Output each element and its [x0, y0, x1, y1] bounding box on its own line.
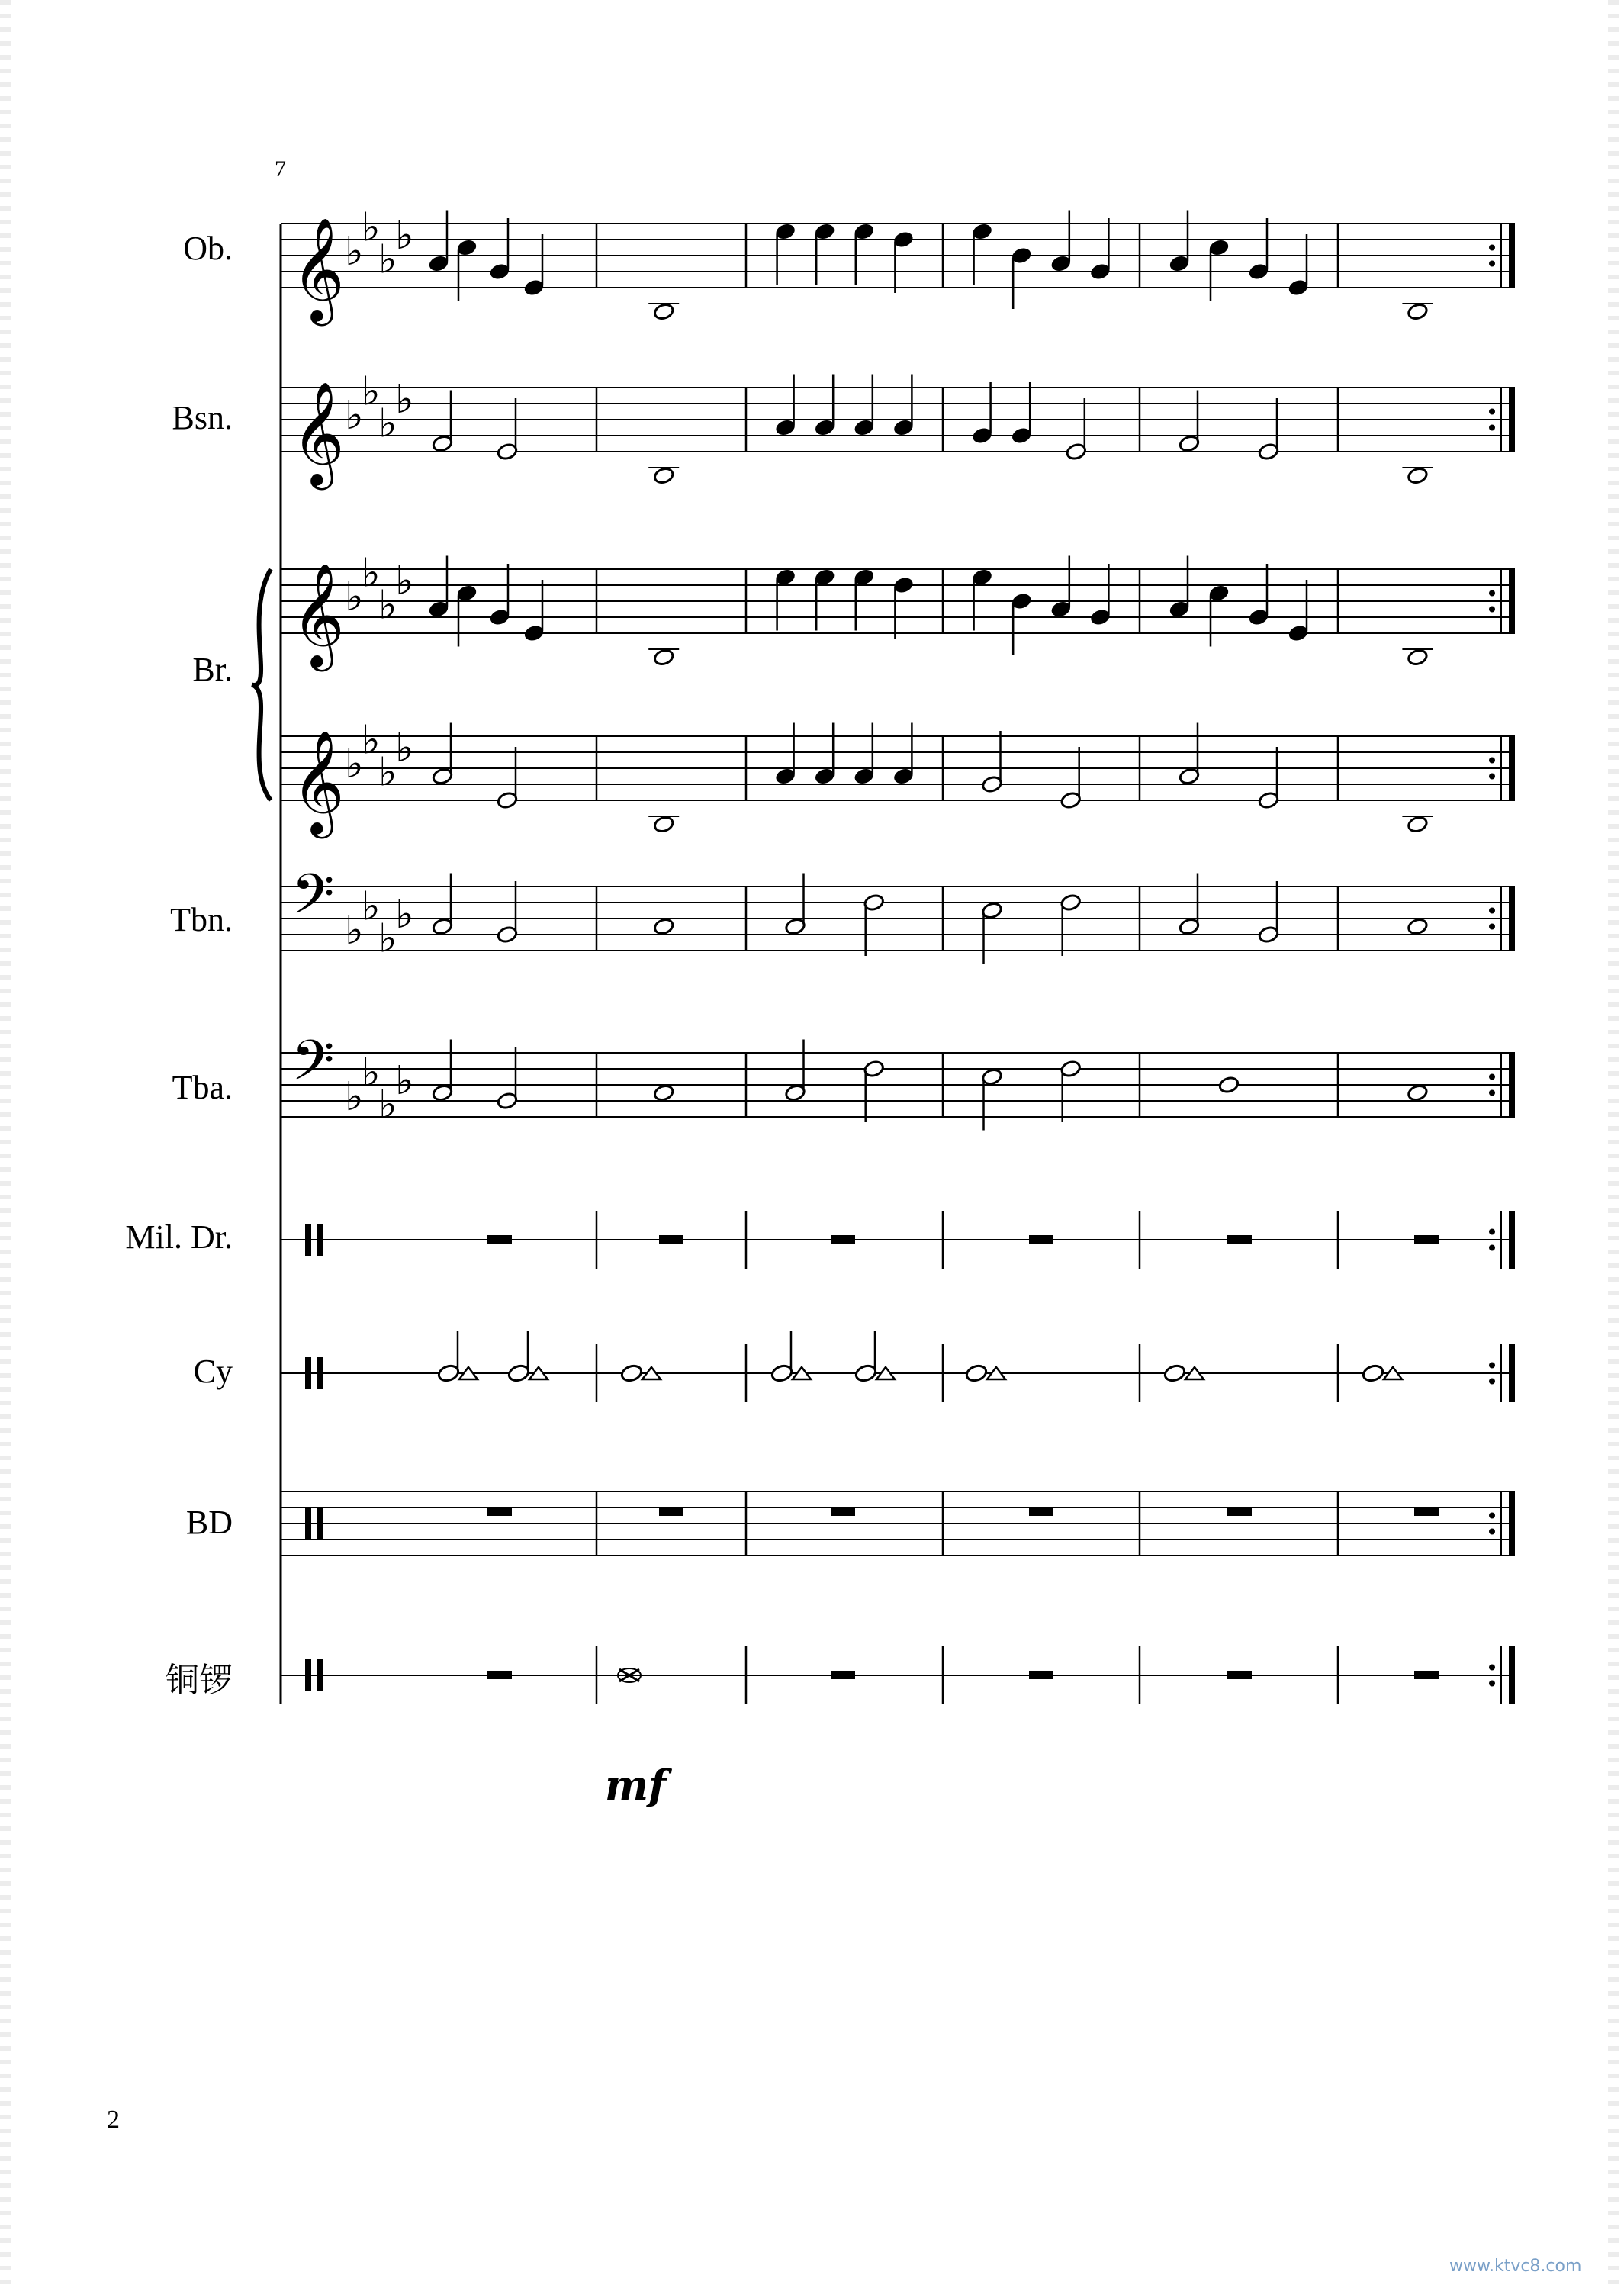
notehead	[1407, 1083, 1428, 1102]
notehead	[653, 466, 674, 484]
treble-clef-icon: 𝄞	[291, 380, 345, 485]
flat-icon: ♭	[395, 892, 414, 938]
flat-icon: ♭	[345, 229, 364, 275]
flat-icon: ♭	[345, 393, 364, 439]
repeat-dot	[1489, 590, 1495, 597]
dynamic-marking: mf	[605, 1761, 667, 1810]
notehead	[1407, 302, 1428, 320]
repeat-dot	[1489, 261, 1495, 267]
notehead	[653, 648, 674, 666]
repeat-dot	[1489, 1363, 1495, 1369]
flat-icon: ♭	[378, 401, 397, 447]
whole-rest-icon	[659, 1235, 683, 1244]
flat-icon: ♭	[395, 377, 414, 423]
flat-icon: ♭	[378, 915, 397, 962]
watermark: www.ktvc8.com	[1449, 2257, 1582, 2276]
flat-icon: ♭	[378, 582, 397, 629]
whole-rest-icon	[1227, 1507, 1252, 1516]
percussion-clef-icon	[305, 1357, 311, 1389]
repeat-dot	[1489, 1229, 1495, 1235]
notehead	[1163, 1363, 1187, 1383]
flat-icon: ♭	[378, 237, 397, 283]
staff-label-bd: BD	[185, 1504, 233, 1541]
whole-rest-icon	[1414, 1507, 1439, 1516]
notehead	[653, 917, 674, 935]
percussion-clef-icon	[317, 1357, 323, 1389]
final-barline	[1509, 1344, 1515, 1402]
whole-rest-icon	[1414, 1235, 1439, 1244]
staff-label-ob: Ob.	[183, 230, 233, 267]
flat-icon: ♭	[362, 1050, 381, 1096]
repeat-dot	[1489, 924, 1495, 930]
notehead	[1362, 1363, 1385, 1383]
notehead	[653, 302, 674, 320]
flat-icon: ♭	[362, 204, 381, 251]
notehead	[1407, 648, 1428, 666]
bass-clef-icon: 𝄢	[291, 1028, 335, 1106]
flat-icon: ♭	[395, 726, 414, 771]
page-number: 2	[107, 2106, 120, 2134]
flat-icon: ♭	[378, 749, 397, 796]
repeat-dot	[1489, 1074, 1495, 1080]
notehead	[1407, 466, 1428, 484]
notehead	[965, 1363, 989, 1383]
treble-clef-icon: 𝄞	[291, 216, 345, 321]
percussion-clef-icon	[305, 1507, 311, 1540]
notehead	[770, 1363, 794, 1383]
whole-rest-icon	[1029, 1507, 1053, 1516]
percussion-clef-icon	[317, 1507, 323, 1540]
flat-icon: ♭	[345, 574, 364, 620]
flat-icon: ♭	[362, 550, 381, 597]
percussion-clef-icon	[317, 1659, 323, 1691]
percussion-clef-icon	[305, 1659, 311, 1691]
bass-clef-icon: 𝄢	[291, 861, 335, 940]
notehead	[1407, 815, 1428, 833]
whole-rest-icon	[1029, 1671, 1053, 1679]
final-barline	[1509, 736, 1515, 800]
repeat-dot	[1489, 1681, 1495, 1687]
treble-clef-icon: 𝄞	[291, 729, 345, 834]
final-barline	[1509, 1211, 1515, 1269]
repeat-dot	[1489, 425, 1495, 431]
staff-label-cy: Cy	[193, 1353, 233, 1390]
flat-icon: ♭	[378, 1082, 397, 1128]
repeat-dot	[1489, 245, 1495, 251]
final-barline	[1509, 1053, 1515, 1117]
repeat-dot	[1489, 1665, 1495, 1671]
final-barline	[1509, 224, 1515, 288]
flat-icon: ♭	[345, 742, 364, 787]
whole-rest-icon	[831, 1507, 855, 1516]
notehead	[437, 1363, 461, 1383]
repeat-dot	[1489, 1090, 1495, 1096]
flat-icon: ♭	[362, 368, 381, 415]
final-barline	[1509, 886, 1515, 951]
flat-icon: ♭	[395, 558, 414, 604]
repeat-dot	[1489, 1245, 1495, 1251]
repeat-dot	[1489, 758, 1495, 764]
brace-icon	[252, 569, 271, 800]
final-barline	[1509, 569, 1515, 633]
flat-icon: ♭	[395, 213, 414, 259]
flat-icon: ♭	[345, 908, 364, 954]
whole-rest-icon	[1414, 1671, 1439, 1679]
percussion-clef-icon	[305, 1224, 311, 1256]
whole-rest-icon	[487, 1671, 512, 1679]
flat-icon: ♭	[395, 1058, 414, 1104]
whole-rest-icon	[1227, 1671, 1252, 1679]
whole-rest-icon	[1029, 1235, 1053, 1244]
flat-icon: ♭	[362, 717, 381, 764]
notehead	[854, 1363, 878, 1383]
repeat-dot	[1489, 1379, 1495, 1385]
staff-label-br: Br.	[192, 651, 233, 688]
flat-icon: ♭	[362, 883, 381, 930]
repeat-dot	[1489, 409, 1495, 415]
notehead	[620, 1363, 644, 1383]
whole-rest-icon	[487, 1507, 512, 1516]
measure-number: 7	[275, 156, 286, 182]
staff-label-tbn: Tbn.	[170, 901, 233, 938]
whole-rest-icon	[831, 1235, 855, 1244]
staff-label-tba: Tba.	[172, 1069, 233, 1106]
repeat-dot	[1489, 1529, 1495, 1535]
whole-rest-icon	[1227, 1235, 1252, 1244]
whole-rest-icon	[659, 1507, 683, 1516]
staff-label-tl: 铜锣	[166, 1661, 233, 1700]
repeat-dot	[1489, 774, 1495, 780]
final-barline	[1509, 388, 1515, 452]
final-barline	[1509, 1646, 1515, 1704]
repeat-dot	[1489, 908, 1495, 914]
staff-label-bsn: Bsn.	[172, 399, 233, 436]
notehead	[653, 815, 674, 833]
notehead	[507, 1363, 531, 1383]
staff-label-mil: Mil. Dr.	[125, 1218, 233, 1256]
repeat-dot	[1489, 607, 1495, 613]
notehead	[653, 1083, 674, 1102]
whole-rest-icon	[831, 1671, 855, 1679]
repeat-dot	[1489, 1513, 1495, 1519]
percussion-clef-icon	[317, 1224, 323, 1256]
notehead	[1407, 917, 1428, 935]
whole-rest-icon	[487, 1235, 512, 1244]
flat-icon: ♭	[345, 1074, 364, 1120]
notehead	[1218, 1076, 1240, 1094]
treble-clef-icon: 𝄞	[291, 561, 345, 667]
final-barline	[1509, 1491, 1515, 1556]
